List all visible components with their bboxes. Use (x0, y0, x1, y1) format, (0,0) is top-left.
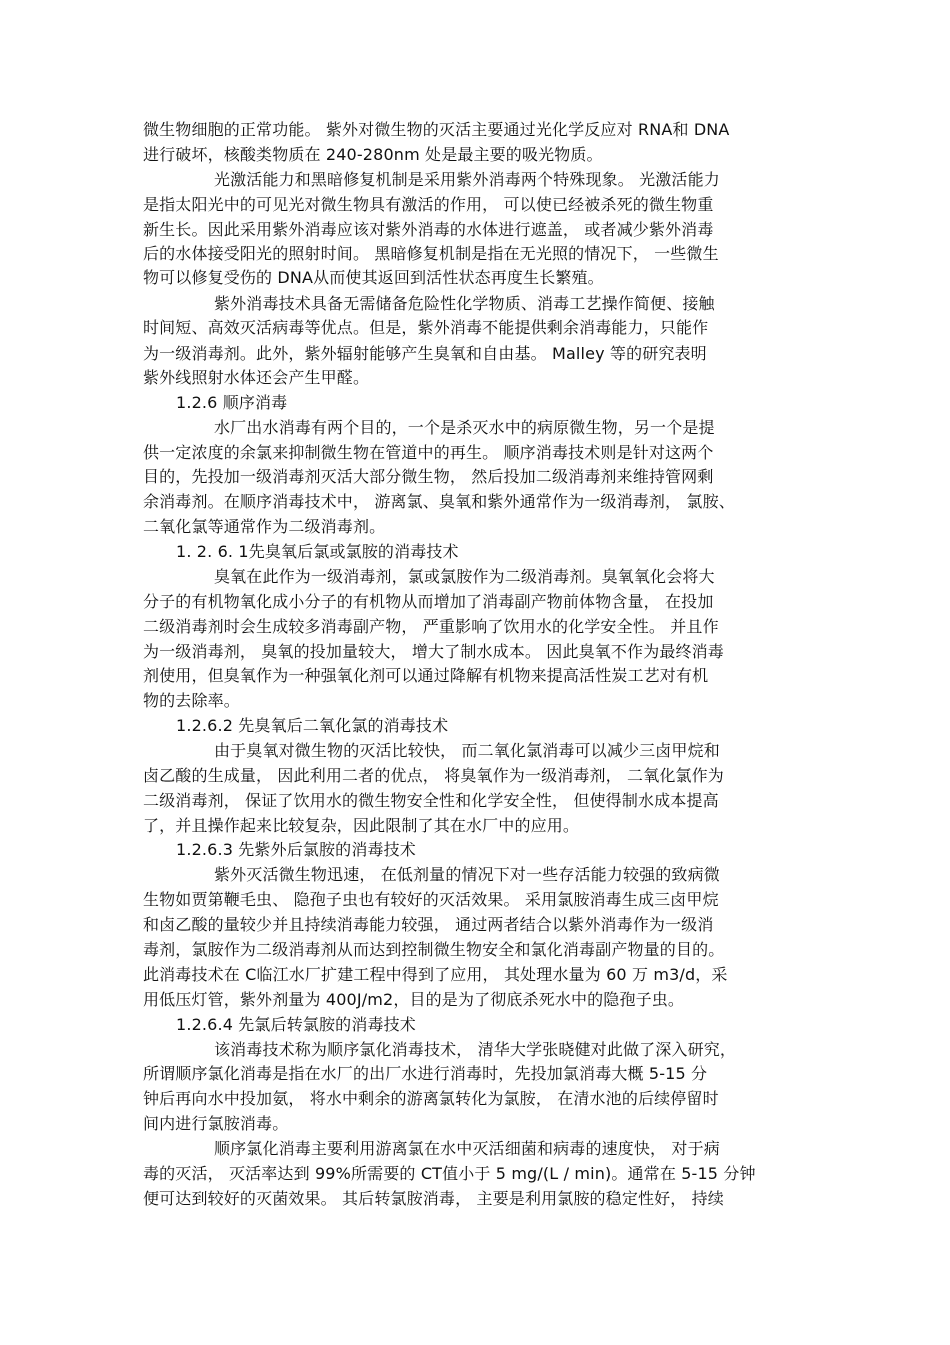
text-line: 紫外线照射水体还会产生甲醛。 (143, 368, 370, 387)
text-line: 后的水体接受阳光的照射时间。 黑暗修复机制是指在无光照的情况下， 一些微生 (143, 244, 719, 263)
text-line: 间内进行氯胺消毒。 (143, 1114, 289, 1133)
text-line: 剂使用，但臭氧作为一种强氧化剂可以通过降解有机物来提高活性炭工艺对有机 (143, 666, 709, 685)
text-line: 二氧化氯等通常作为二级消毒剂。 (143, 517, 386, 536)
text-line: 此消毒技术在 C临江水厂扩建工程中得到了应用， 其处理水量为 60 万 m3/d，采 (143, 965, 728, 984)
section-heading: 1.2.6.4 先氯后转氯胺的消毒技术 (176, 1015, 416, 1034)
text-line: 物可以修复受伤的 DNA从而使其返回到活性状态再度生长繁殖。 (143, 268, 604, 287)
text-line: 所谓顺序氯化消毒是指在水厂的出厂水进行消毒时，先投加氯消毒大概 5-15 分 (143, 1064, 708, 1083)
text-line: 顺序氯化消毒主要利用游离氯在水中灭活细菌和病毒的速度快， 对于病 (214, 1139, 720, 1158)
text-line: 余消毒剂。在顺序消毒技术中， 游离氯、臭氧和紫外通常作为一级消毒剂， 氯胺、 (143, 492, 735, 511)
text-line: 二级消毒剂时会生成较多消毒副产物， 严重影响了饮用水的化学安全性。 并且作 (143, 617, 719, 636)
text-line: 为一级消毒剂， 臭氧的投加量较大， 增大了制水成本。 因此臭氧不作为最终消毒 (143, 642, 724, 661)
text-line: 水厂出水消毒有两个目的，一个是杀灭水中的病原微生物，另一个是提 (214, 418, 715, 437)
text-line: 紫外灭活微生物迅速， 在低剂量的情况下对一些存活能力较强的致病微 (214, 865, 720, 884)
text-line: 目的，先投加一级消毒剂灭活大部分微生物， 然后投加二级消毒剂来维持管网剩 (143, 467, 714, 486)
text-line: 生物如贾第鞭毛虫、 隐孢子虫也有较好的灭活效果。 采用氯胺消毒生成三卤甲烷 (143, 890, 719, 909)
text-line: 该消毒技术称为顺序氯化消毒技术， 清华大学张晓健对此做了深入研究， (214, 1040, 737, 1059)
text-line: 物的去除率。 (143, 691, 240, 710)
text-line: 臭氧在此作为一级消毒剂，氯或氯胺作为二级消毒剂。臭氧氧化会将大 (214, 567, 715, 586)
text-line: 便可达到较好的灭菌效果。 其后转氯胺消毒， 主要是利用氯胺的稳定性好， 持续 (143, 1189, 724, 1208)
text-line: 和卤乙酸的量较少并且持续消毒能力较强， 通过两者结合以紫外消毒作为一级消 (143, 915, 714, 934)
text-line: 了，并且操作起来比较复杂，因此限制了其在水厂中的应用。 (143, 816, 580, 835)
text-line: 为一级消毒剂。此外，紫外辐射能够产生臭氧和自由基。 Malley 等的研究表明 (143, 344, 707, 363)
text-line: 毒剂，氯胺作为二级消毒剂从而达到控制微生物安全和氯化消毒副产物量的目的。 (143, 940, 725, 959)
text-line: 由于臭氧对微生物的灭活比较快， 而二氧化氯消毒可以减少三卤甲烷和 (214, 741, 720, 760)
text-line: 毒的灭活， 灭活率达到 99%所需要的 CT值小于 5 mg/(L / min)。通常在 5-15 分钟 (143, 1164, 756, 1183)
text-line: 钟后再向水中投加氨， 将水中剩余的游离氯转化为氯胺， 在清水池的后续停留时 (143, 1089, 719, 1108)
text-line: 光激活能力和黑暗修复机制是采用紫外消毒两个特殊现象。 光激活能力 (214, 170, 720, 189)
text-line: 用低压灯管，紫外剂量为 400J/m2，目的是为了彻底杀死水中的隐孢子虫。 (143, 990, 685, 1009)
text-line: 紫外消毒技术具备无需储备危险性化学物质、消毒工艺操作简便、接触 (214, 294, 715, 313)
section-heading: 1.2.6 顺序消毒 (176, 393, 288, 412)
text-line: 供一定浓度的余氯来抑制微生物在管道中的再生。 顺序消毒技术则是针对这两个 (143, 443, 714, 462)
text-line: 是指太阳光中的可见光对微生物具有激活的作用， 可以使已经被杀死的微生物重 (143, 195, 714, 214)
section-heading: 1.2.6.2 先臭氧后二氧化氯的消毒技术 (176, 716, 449, 735)
text-line: 新生长。因此采用紫外消毒应该对紫外消毒的水体进行遮盖， 或者减少紫外消毒 (143, 220, 714, 239)
text-line: 卤乙酸的生成量， 因此利用二者的优点， 将臭氧作为一级消毒剂， 二氧化氯作为 (143, 766, 724, 785)
text-line: 时间短、高效灭活病毒等优点。但是，紫外消毒不能提供剩余消毒能力，只能作 (143, 318, 709, 337)
text-line: 分子的有机物氧化成小分子的有机物从而增加了消毒副产物前体物含量， 在投加 (143, 592, 714, 611)
text-line: 微生物细胞的正常功能。 紫外对微生物的灭活主要通过光化学反应对 RNA和 DNA (143, 120, 730, 139)
text-line: 二级消毒剂， 保证了饮用水的微生物安全性和化学安全性， 但使得制水成本提高 (143, 791, 719, 810)
text-line: 进行破坏，核酸类物质在 240-280nm 处是最主要的吸光物质。 (143, 145, 603, 164)
section-heading: 1.2.6.3 先紫外后氯胺的消毒技术 (176, 840, 416, 859)
section-heading: 1. 2. 6. 1先臭氧后氯或氯胺的消毒技术 (176, 542, 459, 561)
